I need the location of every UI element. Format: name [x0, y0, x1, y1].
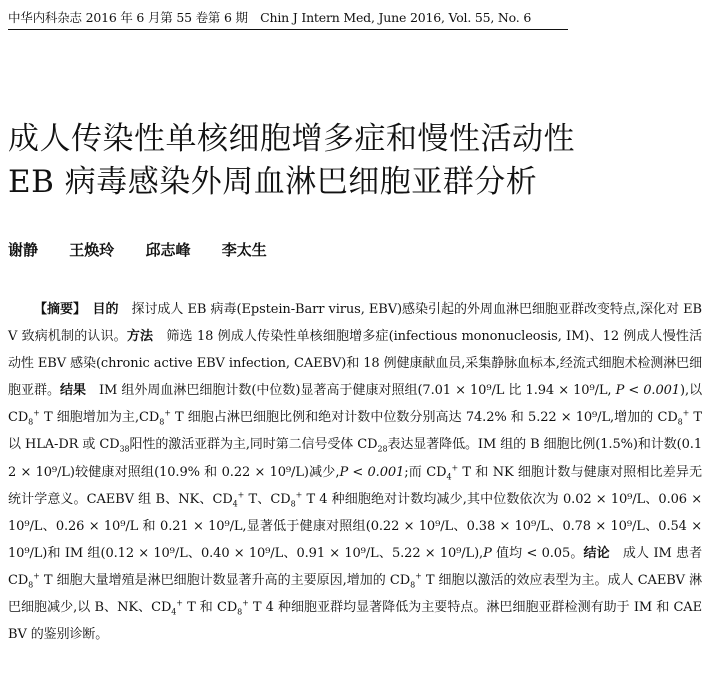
conclusion-label: 结论 [583, 545, 610, 561]
results-text: 阳性的激活亚群为主,同时第二信号受体 [129, 437, 358, 453]
objective-text: 探讨成人 EB 病毒(Epstein-Barr virus, EBV)感染引起的外周血淋巴细胞亚群改变特点,深化对 EBV 致病机制的认识。 [8, 302, 702, 345]
cd-marker: CD [151, 600, 172, 616]
results-text: T 以 HLA-DR 或 [8, 410, 702, 453]
cd-marker: CD [139, 410, 160, 426]
p-value: P < 0.001 [339, 464, 405, 480]
cd-marker: CD [657, 410, 678, 426]
superscript: + [682, 409, 690, 419]
results-text: T 细胞增加为主, [39, 410, 140, 426]
results-text: T 和 NK 细胞计数与健康对照相比差异无统计学意义。CAEBV 组 B、NK、 [8, 464, 702, 507]
conclusion-text: T 细胞大量增殖是淋巴细胞计数显著升高的主要原因,增加的 [39, 572, 390, 588]
subscript: 8 [159, 417, 165, 427]
results-label: 结果 [60, 383, 86, 399]
superscript: + [242, 598, 249, 608]
results-text: 表达显著降低。IM 组的 B 细胞比例(1.5%)和计数(0.12 × 10⁹/L)较健康对照组(10.9% 和 0.22 × 10⁹/L)减少, [8, 437, 702, 480]
superscript: + [451, 463, 459, 473]
author: 邱志峰 [145, 241, 191, 259]
abstract [8, 296, 702, 648]
article-title [8, 118, 708, 204]
title-line-1: 成人传染性单核细胞增多症和慢性活动性 [8, 121, 575, 157]
cd-marker: CD [99, 437, 120, 453]
running-head: 中华内科杂志 2016 年 6 月第 55 卷第 6 期 Chin J Intern Med, June 2016, Vol. 55, No. 6 [8, 8, 568, 30]
results-text: T、 [244, 491, 271, 507]
subscript: 8 [237, 607, 243, 617]
subscript: 8 [290, 499, 296, 509]
results-text: 值均 < 0.05。 [491, 545, 584, 561]
superscript: + [237, 490, 245, 500]
author: 谢静 [8, 241, 39, 259]
superscript: + [295, 490, 303, 500]
cd-marker: CD [8, 572, 29, 588]
abstract-paragraph [8, 296, 702, 648]
p-value: P [483, 545, 492, 561]
subscript: 4 [446, 472, 452, 482]
methods-label: 方法 [126, 329, 154, 345]
cd-marker: CD [389, 572, 411, 588]
subscript: 28 [377, 445, 388, 455]
objective-label: 目的 [92, 302, 119, 317]
cd-marker: CD [270, 491, 291, 507]
author: 李太生 [221, 241, 267, 259]
superscript: + [33, 409, 40, 419]
subscript: 8 [677, 417, 683, 427]
author: 王焕玲 [69, 241, 115, 259]
cd-marker: CD [216, 600, 238, 616]
cd-marker: CD [8, 410, 29, 426]
superscript: + [176, 598, 183, 608]
subscript: 38 [119, 445, 130, 455]
results-text: ;而 [404, 464, 427, 480]
methods-text: 筛选 18 例成人传染性单核细胞增多症(infectious mononucleosis, IM)、12 例成人慢性活动性 EBV 感染(chronic active EBV infection, CAEBV)和 18 例健康献血员,采集静脉血标本,经流式细胞术检测淋巴细胞亚群。 [8, 329, 702, 399]
cd-marker: CD [212, 491, 233, 507]
superscript: + [33, 571, 40, 581]
results-text: T 细胞占淋巴细胞比例和绝对计数中位数分别高达 74.2% 和 5.22 × 10⁹/L,增加的 [170, 410, 658, 426]
title-line-2: EB 病毒感染外周血淋巴细胞亚群分析 [8, 164, 538, 200]
subscript: 8 [28, 580, 34, 590]
superscript: + [164, 409, 171, 419]
subscript: 4 [232, 499, 238, 509]
superscript: + [415, 571, 422, 581]
conclusion-text: 成人 IM 患者 [622, 545, 702, 561]
subscript: 8 [410, 580, 416, 590]
p-value: P < 0.001 [615, 383, 680, 399]
results-text: IM 组外周血淋巴细胞计数(中位数)显著高于健康对照组(7.01 × 10⁹/L 比 1.94 × 10⁹/L, [99, 383, 616, 399]
author-list [8, 238, 293, 262]
conclusion-text: T 和 [182, 600, 217, 616]
cd-marker: CD [357, 437, 378, 453]
results-text: ),以 [679, 383, 702, 399]
conclusion-text: T 细胞以激活的效应表型为主。成人 CAEBV 淋巴细胞减少,以 B、NK、 [8, 572, 702, 616]
results-text: T 4 种细胞绝对计数均减少,其中位数依次为 0.02 × 10⁹/L、0.06 × 10⁹/L、0.26 × 10⁹/L 和 0.21 × 10⁹/L,显著低于健康对照组(0.22 × 10⁹/L、0.38 × 10⁹/L、0.78 × 10⁹/L、0.54 × 10⁹/L)和 IM 组(0.12 × 10⁹/L、0.40 × 10⁹/L、0.91 × 10⁹/L、5.22 × 10⁹/L), [8, 491, 702, 561]
abstract-label: 【摘要】 [34, 302, 80, 317]
subscript: 8 [28, 417, 34, 427]
conclusion-text: T 4 种细胞亚群均显著降低为主要特点。淋巴细胞亚群检测有助于 IM 和 CAEBV 的鉴别诊断。 [8, 600, 702, 643]
cd-marker: CD [426, 464, 447, 480]
subscript: 4 [171, 607, 177, 617]
